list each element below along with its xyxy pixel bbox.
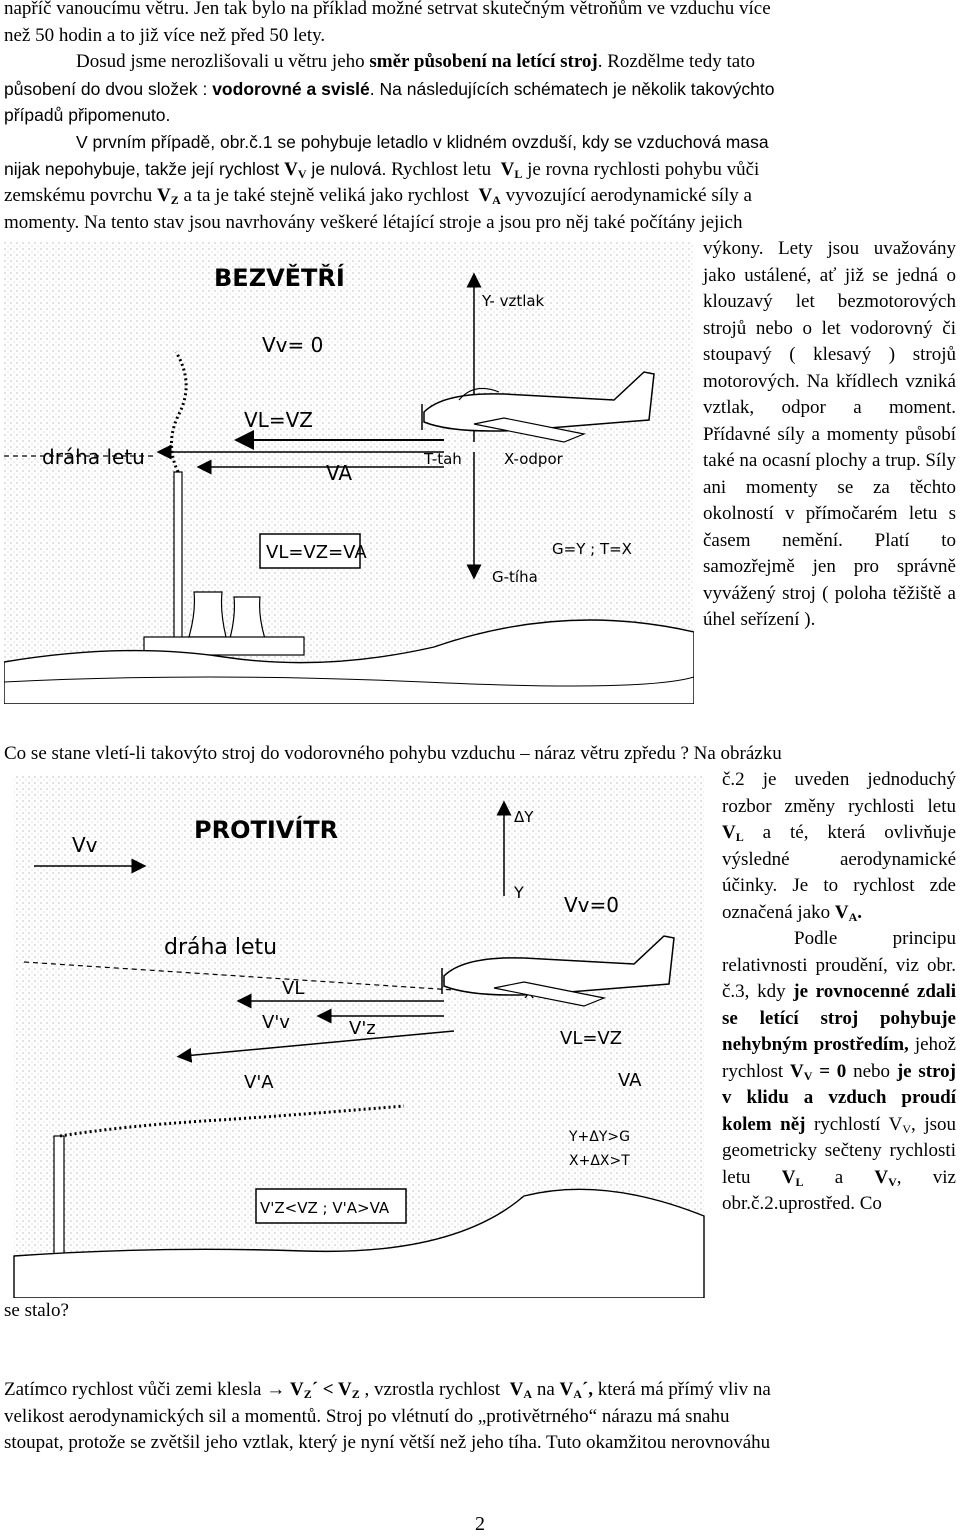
label-vl: VL: [282, 978, 305, 999]
paragraph-ground-speed: Zatímco rychlost vůči zemi klesla → $V_Z´ < V_Z$ , vzrostla rychlost $V_A$ na $V_A´$, která má přímý vliv na velikost aerodynamických sil a momentů. Stroj po vlétnutí do „protivětrného“ nárazu má snahu stoupat, protože se zvětšil jeho vztlak, který je nyní větší než jeho tíha. Tuto okamžitou nerovnováhu: [4, 1379, 771, 1453]
label-odpor: X-odpor: [504, 450, 563, 468]
label-equation: VL=VZ=VA: [266, 542, 367, 563]
label-vz-prime: V'z: [349, 1018, 376, 1039]
label-draha: dráha letu: [164, 935, 278, 960]
label-va: VA: [618, 1070, 642, 1091]
label-relation-x: X+ΔX>T: [569, 1153, 630, 1169]
label-vl-vz: VL=VZ: [244, 408, 313, 432]
label-tah: T-tah: [424, 450, 462, 468]
label-vztlak: Y- vztlak: [482, 292, 545, 310]
paragraph-first-case: V prvním případě, obr.č.1 se pohybuje letadlo v klidném ovzduší, kdy se vzduchová masa nijak nepohybuje, takže její rychlost $V_V$ je nulová. Rychlost letu $V_L$ je rovna rychlosti pohybu vůči zemskému povrchu $V_Z$ a ta je také stejně veliká jako rychlost $V_A$ vyvozující aerodynamické síly a momenty. Na tento stav jsou navrhovány veškeré létající stroje a jsou pro něj také počítány jejich: [4, 132, 769, 233]
label-y: Y: [514, 883, 524, 902]
figure-bezvetri: [4, 242, 694, 704]
page-number: 2: [475, 1513, 485, 1535]
label-tiha: G-tíha: [492, 568, 538, 586]
label-va: VA: [326, 461, 353, 485]
text-line: než 50 hodin a to již více než před 50 lety.: [4, 24, 326, 46]
label-vv0: Vv=0: [564, 893, 619, 917]
label-delta-y: ΔY: [514, 808, 534, 826]
text-se-stalo: se stalo?: [4, 1300, 69, 1321]
label-relation: G=Y ; T=X: [552, 540, 632, 558]
figure-title: PROTIVÍTR: [194, 816, 339, 844]
label-vl-vz: VL=VZ: [560, 1028, 623, 1049]
text-line: napříč vanoucímu větru. Jen tak bylo na příklad možné setrvat skutečným větroňům ve vzduchu více: [4, 0, 771, 19]
figure-protivitr-drawing: [4, 776, 712, 1298]
paragraph-continuation: [4, 0, 956, 49]
figure-title: BEZVĚTŘÍ: [214, 264, 345, 292]
label-va-prime: V'A: [244, 1072, 274, 1093]
label-equation: V'Z<VZ ; V'A>VA: [260, 1199, 390, 1217]
side-text-relativity: č.2 je uveden jednoduchý rozbor změny rychlosti letu $V_L$ a té, která ovlivňuje výsledné aerodynamické účinky. Je to rychlost zde označená jako $V_A$. Podle principu relativnosti proudění, viz obr. č.3, kdy je rovnocenné zdali se letící stroj pohybuje nehybným prostředím, jehož rychlost $V_V = 0$ nebo je stroj v klidu a vzduch proudí kolem něj rychlostí $V_V$, jsou geometricky sečteny rychlosti letu $V_L$ a $V_V$, viz obr.č.2.uprostřed. Co: [722, 769, 957, 1214]
label-vv: Vv= 0: [262, 333, 324, 357]
paragraph-headwind-question: Co se stane vletí-li takovýto stroj do vodorovného pohybu vzduchu – náraz větru zpředu ? Na obrázku: [4, 743, 782, 764]
label-vv: Vv: [72, 833, 98, 857]
label-relation-y: Y+ΔY>G: [569, 1129, 630, 1145]
paragraph-wind-direction: Dosud jsme nerozlišovali u větru jeho směr působení na letící stroj. Rozdělme tedy tato působení do dvou složek : vodorovné a svislé. Na následujících schématech je několik takovýchto případů připomenuto.: [4, 51, 775, 125]
side-text-flight-performance: výkony. Lety jsou uvažovány jako ustálené, ať již se jedná o klouzavý let bezmotorových strojů nebo o let vodorovný či stoupavý ( klesavý ) strojů motorových. Na křídlech vzniká vztlak, odpor a moment. Přídavné síly a momenty působí také na ocasní plochy a trup. Síly ani momenty se za těchto okolností v přímočarém letu s časem nemění. Platí to samozřejmě jen pro správně vyvážený stroj ( poloha těžiště a úhel seřízení ).: [703, 238, 956, 630]
label-vv-prime: V'v: [262, 1012, 290, 1033]
figure-bezvetri-drawing: [4, 242, 694, 704]
label-draha: dráha letu: [42, 445, 145, 469]
figure-protivitr: [4, 776, 712, 1298]
